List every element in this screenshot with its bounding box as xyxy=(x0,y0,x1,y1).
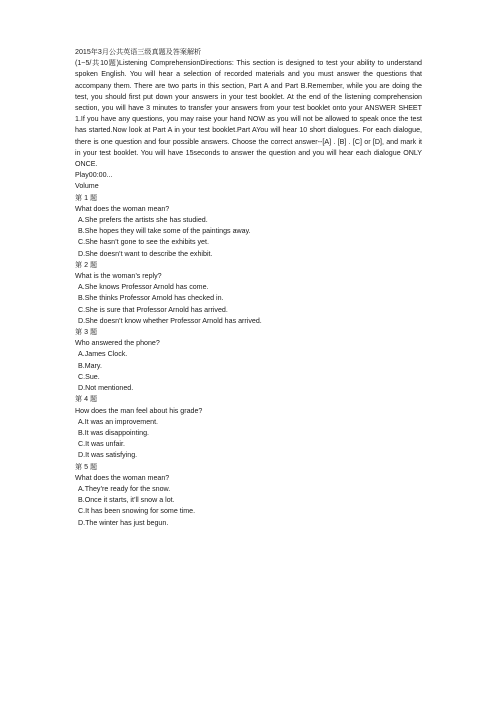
question-block xyxy=(75,462,422,529)
question-block xyxy=(75,327,422,394)
play-control[interactable]: Play00:00... xyxy=(75,171,113,180)
answer-option[interactable]: A.She knows Professor Arnold has come. xyxy=(78,283,209,292)
answer-option[interactable]: C.It was unfair. xyxy=(78,440,125,449)
question-text: What does the woman mean? xyxy=(75,204,170,213)
question-number: 第 5 题 xyxy=(75,462,98,471)
answer-option[interactable]: D.She doesn’t know whether Professor Arnold has arrived. xyxy=(78,316,262,325)
listening-directions: (1~5/共10题)Listening ComprehensionDirections: This section is designed to test your ability to understand spoken English. You will hear a selection of recorded materials and you must answer the questions that accompany them. There are two parts in this section, Part A and Part B.Remember, while you are doing the test, you should first put down your answers in your test booklet. At the end of the listening comprehension section, you will have 3 minutes to transfer your answers from your test booklet onto your ANSWER SHEET 1.If you have any questions, you may raise your hand NOW as you will not be allowed to speak once the test has started.Now look at Part A in your test booklet.Part AYou will hear 10 short dialogues. For each dialogue, there is one question and four possible answers. Choose the correct answer--[A] . [B] . [C] or [D], and mark it in your test booklet. You will have 15seconds to answer the question and you will hear each dialogue ONLY ONCE. xyxy=(75,59,422,169)
question-text: How does the man feel about his grade? xyxy=(75,406,203,415)
document-title: 2015年3月公共英语三级真题及答案解析 xyxy=(75,48,202,56)
answer-option[interactable]: D.Not mentioned. xyxy=(78,384,134,393)
question-block xyxy=(75,260,422,327)
answer-option[interactable]: B.Once it starts, it’ll snow a lot. xyxy=(78,496,175,505)
answer-option[interactable]: C.It has been snowing for some time. xyxy=(78,507,196,516)
volume-control[interactable]: Volume xyxy=(75,182,99,191)
answer-option[interactable]: D.She doesn’t want to describe the exhibit. xyxy=(78,249,213,258)
answer-option[interactable]: A.They’re ready for the snow. xyxy=(78,484,171,493)
answer-option[interactable]: B.She thinks Professor Arnold has checked in. xyxy=(78,294,224,303)
answer-option[interactable]: B.It was disappointing. xyxy=(78,428,149,437)
question-number: 第 4 题 xyxy=(75,395,98,404)
answer-option[interactable]: C.She is sure that Professor Arnold has arrived. xyxy=(78,305,228,314)
answer-option[interactable]: D.The winter has just begun. xyxy=(78,518,169,527)
question-number: 第 3 题 xyxy=(75,328,98,337)
answer-option[interactable]: A.She prefers the artists she has studied. xyxy=(78,216,208,225)
question-number: 第 1 题 xyxy=(75,193,98,202)
answer-option[interactable]: B.Mary. xyxy=(78,361,102,370)
answer-option[interactable]: D.It was satisfying. xyxy=(78,451,138,460)
question-text: What does the woman mean? xyxy=(75,473,170,482)
question-block xyxy=(75,394,422,461)
question-text: What is the woman’s reply? xyxy=(75,272,162,281)
document-body xyxy=(75,47,422,529)
answer-option[interactable]: C.Sue. xyxy=(78,372,100,381)
answer-option[interactable]: A.It was an improvement. xyxy=(78,417,159,426)
answer-option[interactable]: C.She hasn’t gone to see the exhibits yet. xyxy=(78,238,209,247)
question-number: 第 2 题 xyxy=(75,260,98,269)
question-text: Who answered the phone? xyxy=(75,339,160,348)
answer-option[interactable]: A.James Clock. xyxy=(78,350,128,359)
answer-option[interactable]: B.She hopes they will take some of the paintings away. xyxy=(78,227,251,236)
question-block xyxy=(75,193,422,260)
